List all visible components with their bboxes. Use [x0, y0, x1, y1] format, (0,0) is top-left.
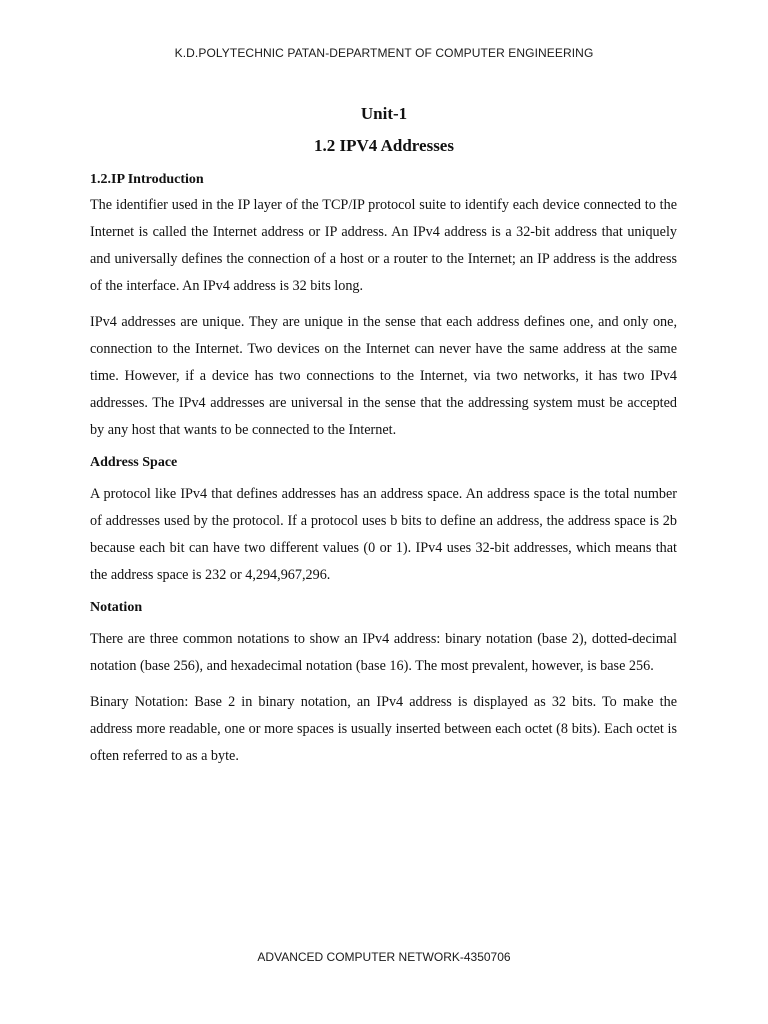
section-heading-notation: Notation — [90, 600, 143, 615]
paragraph-notation-1: There are three common notations to show an IPv4 address: binary notation (base 2), dotted-decimal notation (base 256), and hexadecimal notation (base 16). The most prevalent, however, is base 256. — [90, 631, 677, 674]
page-footer: ADVANCED COMPUTER NETWORK-4350706 — [257, 950, 511, 964]
section-heading-ip-introduction: 1.2.IP Introduction — [90, 172, 204, 187]
document-body — [90, 170, 677, 779]
page-header: K.D.POLYTECHNIC PATAN-DEPARTMENT OF COMPUTER ENGINEERING — [174, 46, 594, 60]
section-heading-address-space: Address Space — [90, 455, 178, 470]
paragraph-address-space-1: A protocol like IPv4 that defines addresses has an address space. An address space is the total number of addresses used by the protocol. If a protocol uses b bits to define an address, the address space is 2b because each bit can have two different values (0 or 1). IPv4 uses 32-bit addresses, which means that the address space is 232 or 4,294,967,296. — [90, 486, 677, 583]
paragraph-notation-2: Binary Notation: Base 2 in binary notation, an IPv4 address is displayed as 32 bits. To make the address more readable, one or more spaces is usually inserted between each octet (8 bits). Each octet is often referred to as a byte. — [90, 694, 677, 764]
unit-title: Unit-1 — [360, 104, 408, 123]
page-title: 1.2 IPV4 Addresses — [314, 136, 454, 155]
paragraph-ip-introduction-1: The identifier used in the IP layer of the TCP/IP protocol suite to identify each device connected to the Internet is called the Internet address or IP address. An IPv4 address is a 32-bit address that uniquely and universally defines the connection of a host or a router to the Internet; an IP address is the address of the interface. An IPv4 address is 32 bits long. — [90, 197, 677, 294]
paragraph-ip-introduction-2: IPv4 addresses are unique. They are unique in the sense that each address defines one, and only one, connection to the Internet. Two devices on the Internet can never have the same address at the same time. However, if a device has two connections to the Internet, via two networks, it has two IPv4 addresses. The IPv4 addresses are universal in the sense that the addressing system must be accepted by any host that wants to be connected to the Internet. — [90, 314, 677, 438]
